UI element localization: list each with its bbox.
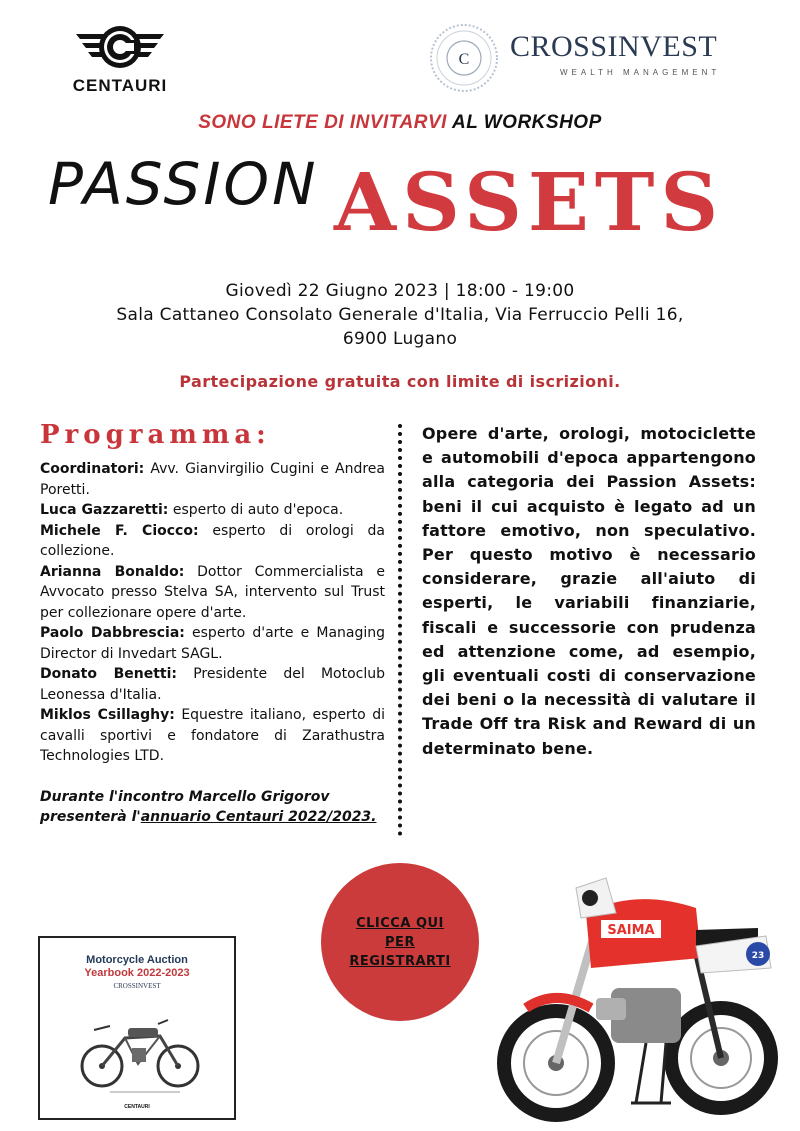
vintage-motorcycle-icon	[80, 996, 200, 1100]
speaker-role: Equestre italiano, esperto di cavalli sportivi e fondatore di Zarathustra Technologies LTD.	[40, 707, 385, 764]
speaker-role: esperto d'arte e Managing Director di Invedart SAGL.	[40, 625, 386, 662]
program-item	[40, 521, 385, 562]
crossinvest-wordmark: CROSSINVEST	[510, 30, 718, 63]
program-item	[40, 664, 385, 705]
speaker-name: Donato Benetti:	[40, 666, 178, 682]
event-place-line-1: Sala Cattaneo Consolato Generale d'Italia, Via Ferruccio Pelli 16,	[116, 305, 684, 325]
rally-motorcycle-image	[496, 858, 786, 1128]
event-place-line-2: 6900 Lugano	[342, 329, 458, 349]
program-item	[40, 705, 385, 767]
program-list	[40, 459, 385, 841]
yearbook-link[interactable]: annuario Centauri 2022/2023.	[140, 808, 377, 825]
yearbook-title-line-2: Yearbook 2022-2023	[84, 967, 190, 979]
invite-line	[0, 112, 800, 134]
event-date-time: Giovedì 22 Giugno 2023 | 18:00 - 19:00	[225, 281, 575, 301]
passion-assets-description: Opere d'arte, orologi, motociclette e automobili d'epoca appartengono alla categoria dei Passion Assets: beni il cui acquisto è legato ad un fattore emotivo, non speculativo. Per questo motivo è necessario considerare, grazie all'aiuto di esperti, le variabili finanziarie, fiscali e successorie con prudenza ed attenzione come, ad esempio, gli eventuali costi di conservazione dei beni o la necessità di valutare il Trade Off tra Risk and Reward di un determinato bene.	[422, 424, 756, 758]
register-button[interactable]	[321, 863, 479, 1021]
crossinvest-seal-icon	[428, 22, 500, 94]
speaker-role: esperto di orologi da collezione.	[40, 522, 385, 559]
yearbook-footer-brand: CENTAURI	[124, 1104, 150, 1110]
register-label-line-2: PER	[385, 934, 415, 950]
register-label-line-1: CLICCA QUI	[356, 915, 444, 931]
register-label-line-3: REGISTRARTI	[349, 953, 451, 969]
title-assets: ASSETS	[334, 155, 725, 249]
yearbook-brand: CROSSINVEST	[113, 982, 161, 990]
centauri-logo	[60, 22, 180, 102]
closing-note	[40, 787, 385, 827]
speaker-name: Paolo Dabbrescia:	[40, 625, 185, 641]
svg-text:SAIMA: SAIMA	[607, 923, 655, 938]
program-item	[40, 459, 385, 500]
participation-notice: Partecipazione gratuita con limite di iscrizioni.	[179, 372, 621, 391]
crossinvest-logo	[428, 22, 748, 94]
invite-text-red: SONO LIETE DI INVITARVI	[198, 112, 447, 133]
speaker-name: Miklos Csillaghy:	[40, 707, 175, 723]
program-heading: Programma:	[40, 420, 271, 450]
speaker-role: Presidente del Motoclub Leonessa d'Italia.	[40, 666, 386, 703]
speaker-role: esperto di auto d'epoca.	[168, 502, 344, 518]
speaker-name: Coordinatori:	[40, 461, 145, 477]
program-item	[40, 500, 385, 521]
centauri-emblem-icon	[74, 22, 166, 74]
yearbook-cover-image	[38, 936, 236, 1120]
speaker-role: Dottor Commercialista e Avvocato presso Stelva SA, intervento sul Trust per collezionare opere d'arte.	[40, 563, 385, 621]
title-passion: PASSION	[48, 150, 319, 218]
invite-text-black: AL WORKSHOP	[451, 112, 602, 133]
program-item	[40, 562, 385, 624]
column-divider	[398, 424, 402, 836]
crossinvest-tagline: WEALTH MANAGEMENT	[560, 68, 721, 77]
register-button-label	[349, 914, 450, 971]
svg-text:C: C	[458, 51, 470, 68]
speaker-name: Arianna Bonaldo:	[40, 563, 185, 580]
svg-text:23: 23	[751, 951, 765, 961]
speaker-role: Avv. Gianvirgilio Cugini e Andrea Poretti.	[40, 461, 385, 498]
closing-text: Durante l'incontro Marcello Grigorov presenterà l'	[40, 788, 330, 825]
program-item	[40, 623, 385, 664]
speaker-name: Luca Gazzaretti:	[40, 502, 169, 518]
centauri-wordmark: CENTAURI	[72, 76, 168, 95]
yearbook-title-line-1: Motorcycle Auction	[86, 954, 188, 966]
speaker-name: Michele F. Ciocco:	[40, 522, 199, 539]
